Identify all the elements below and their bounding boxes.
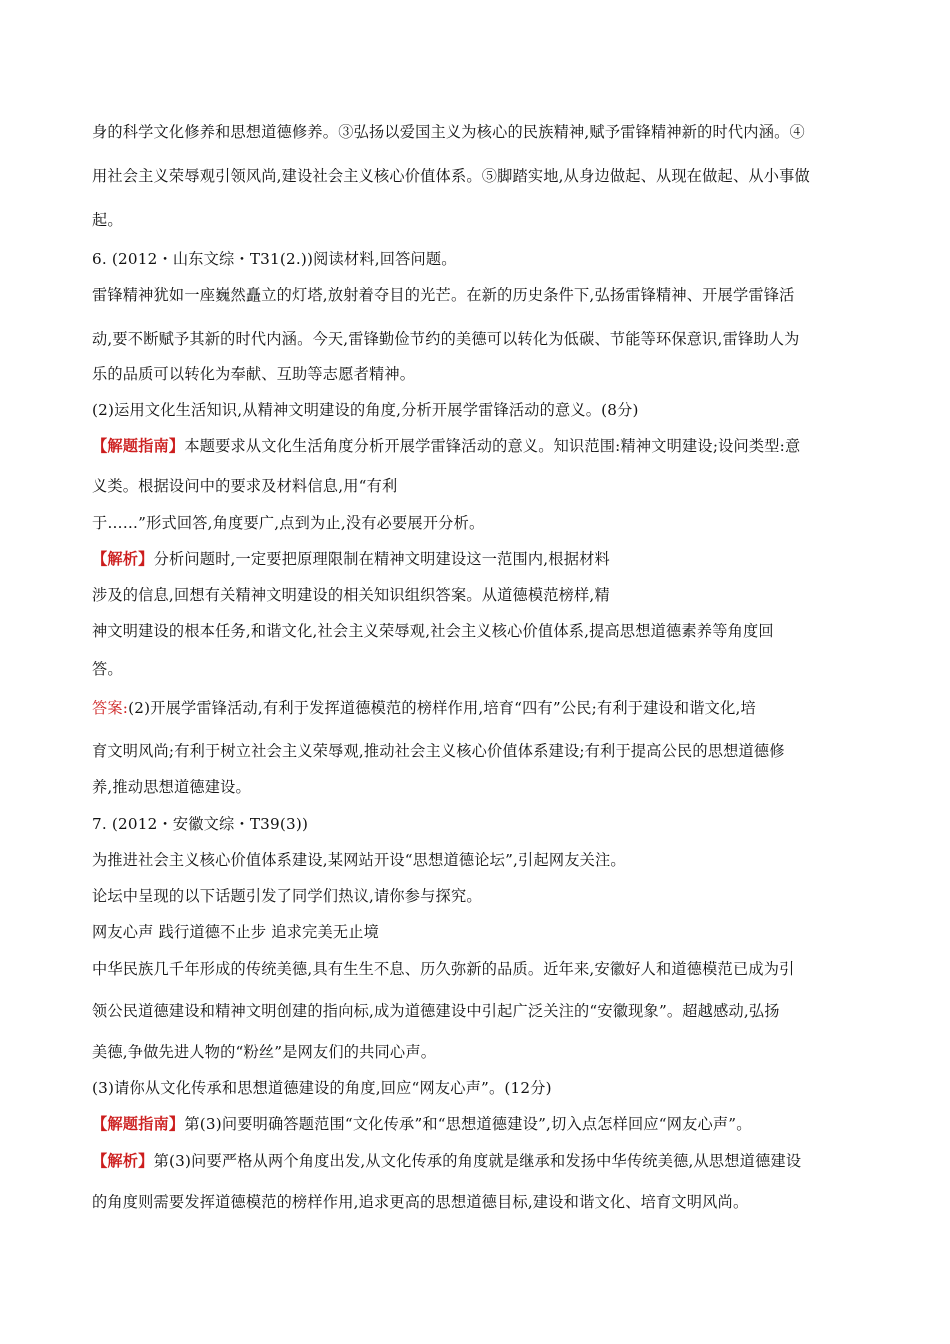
text-line: 为推进社会主义核心价值体系建设,某网站开设“思想道德论坛”,引起网友关注。	[92, 851, 626, 869]
text-line: 论坛中呈现的以下话题引发了同学们热议,请你参与探究。	[92, 887, 482, 905]
question-6-prompt: (2)运用文化生活知识,从精神文明建设的角度,分析开展学雷锋活动的意义。(8分)	[92, 401, 639, 419]
text-line: 涉及的信息,回想有关精神文明建设的相关知识组织答案。从道德模范榜样,精	[92, 586, 610, 604]
text-line: 动,要不断赋予其新的时代内涵。今天,雷锋勤俭节约的美德可以转化为低碳、节能等环保意识,雷锋助人为	[92, 330, 800, 348]
text-line: 养,推动思想道德建设。	[92, 778, 251, 796]
answer-text: (2)开展学雷锋活动,有利于发挥道德模范的榜样作用,培育“四有”公民;有利于建设和谐文化,培	[128, 699, 756, 717]
guide-tag: 【解题指南】	[92, 437, 185, 455]
text-line: 答。	[92, 660, 123, 678]
guide-text: 第(3)问要明确答题范围“文化传承”和“思想道德建设”,切入点怎样回应“网友心声”。	[184, 1115, 752, 1133]
text-line: 雷锋精神犹如一座巍然矗立的灯塔,放射着夺目的光芒。在新的历史条件下,弘扬雷锋精神、开展学雷锋活	[92, 286, 795, 304]
answer-tag: 答案:	[92, 699, 129, 717]
analysis-paragraph	[92, 549, 610, 569]
guide-paragraph	[92, 1114, 752, 1134]
text-line: 美德,争做先进人物的“粉丝”是网友们的共同心声。	[92, 1043, 437, 1061]
guide-text: 本题要求从文化生活角度分析开展学雷锋活动的意义。知识范围:精神文明建设;设问类型:意	[184, 437, 801, 455]
answer-paragraph	[92, 698, 756, 718]
text-line: 神文明建设的根本任务,和谐文化,社会主义荣辱观,社会主义核心价值体系,提高思想道德素养等角度回	[92, 622, 774, 640]
text-line: 领公民道德建设和精神文明创建的指向标,成为道德建设中引起广泛关注的“安徽现象”。超越感动,弘扬	[92, 1002, 780, 1020]
text-line: 育文明风尚;有利于树立社会主义荣辱观,推动社会主义核心价值体系建设;有利于提高公民的思想道德修	[92, 742, 785, 760]
analysis-text: 分析问题时,一定要把原理限制在精神文明建设这一范围内,根据材料	[153, 550, 610, 568]
text-line: 身的科学文化修养和思想道德修养。③弘扬以爱国主义为核心的民族精神,赋予雷锋精神新的时代内涵。④	[92, 123, 805, 141]
guide-paragraph	[92, 436, 800, 456]
text-line: 网友心声 践行道德不止步 追求完美无止境	[92, 923, 380, 941]
analysis-tag: 【解析】	[92, 550, 154, 568]
guide-tag: 【解题指南】	[92, 1115, 185, 1133]
question-6-title: 6. (2012・山东文综・T31(2.))阅读材料,回答问题。	[92, 250, 457, 268]
text-line: 用社会主义荣辱观引领风尚,建设社会主义核心价值体系。⑤脚踏实地,从身边做起、从现在做起、从小事做	[92, 167, 810, 185]
analysis-text: 第(3)问要严格从两个角度出发,从文化传承的角度就是继承和发扬中华传统美德,从思想道德建设	[153, 1152, 802, 1170]
analysis-paragraph	[92, 1151, 801, 1171]
text-line: 起。	[92, 211, 123, 229]
text-line: 中华民族几千年形成的传统美德,具有生生不息、历久弥新的品质。近年来,安徽好人和道德模范已成为引	[92, 960, 795, 978]
text-line: 于……”形式回答,角度要广,点到为止,没有必要展开分析。	[92, 514, 485, 532]
question-7-title: 7. (2012・安徽文综・T39(3))	[92, 815, 309, 833]
question-7-prompt: (3)请你从文化传承和思想道德建设的角度,回应“网友心声”。(12分)	[92, 1079, 552, 1097]
text-line: 的角度则需要发挥道德模范的榜样作用,追求更高的思想道德目标,建设和谐文化、培育文明风尚。	[92, 1193, 749, 1211]
analysis-tag: 【解析】	[92, 1152, 154, 1170]
text-line: 乐的品质可以转化为奉献、互助等志愿者精神。	[92, 365, 416, 383]
text-line: 义类。根据设问中的要求及材料信息,用“有利	[92, 477, 398, 495]
